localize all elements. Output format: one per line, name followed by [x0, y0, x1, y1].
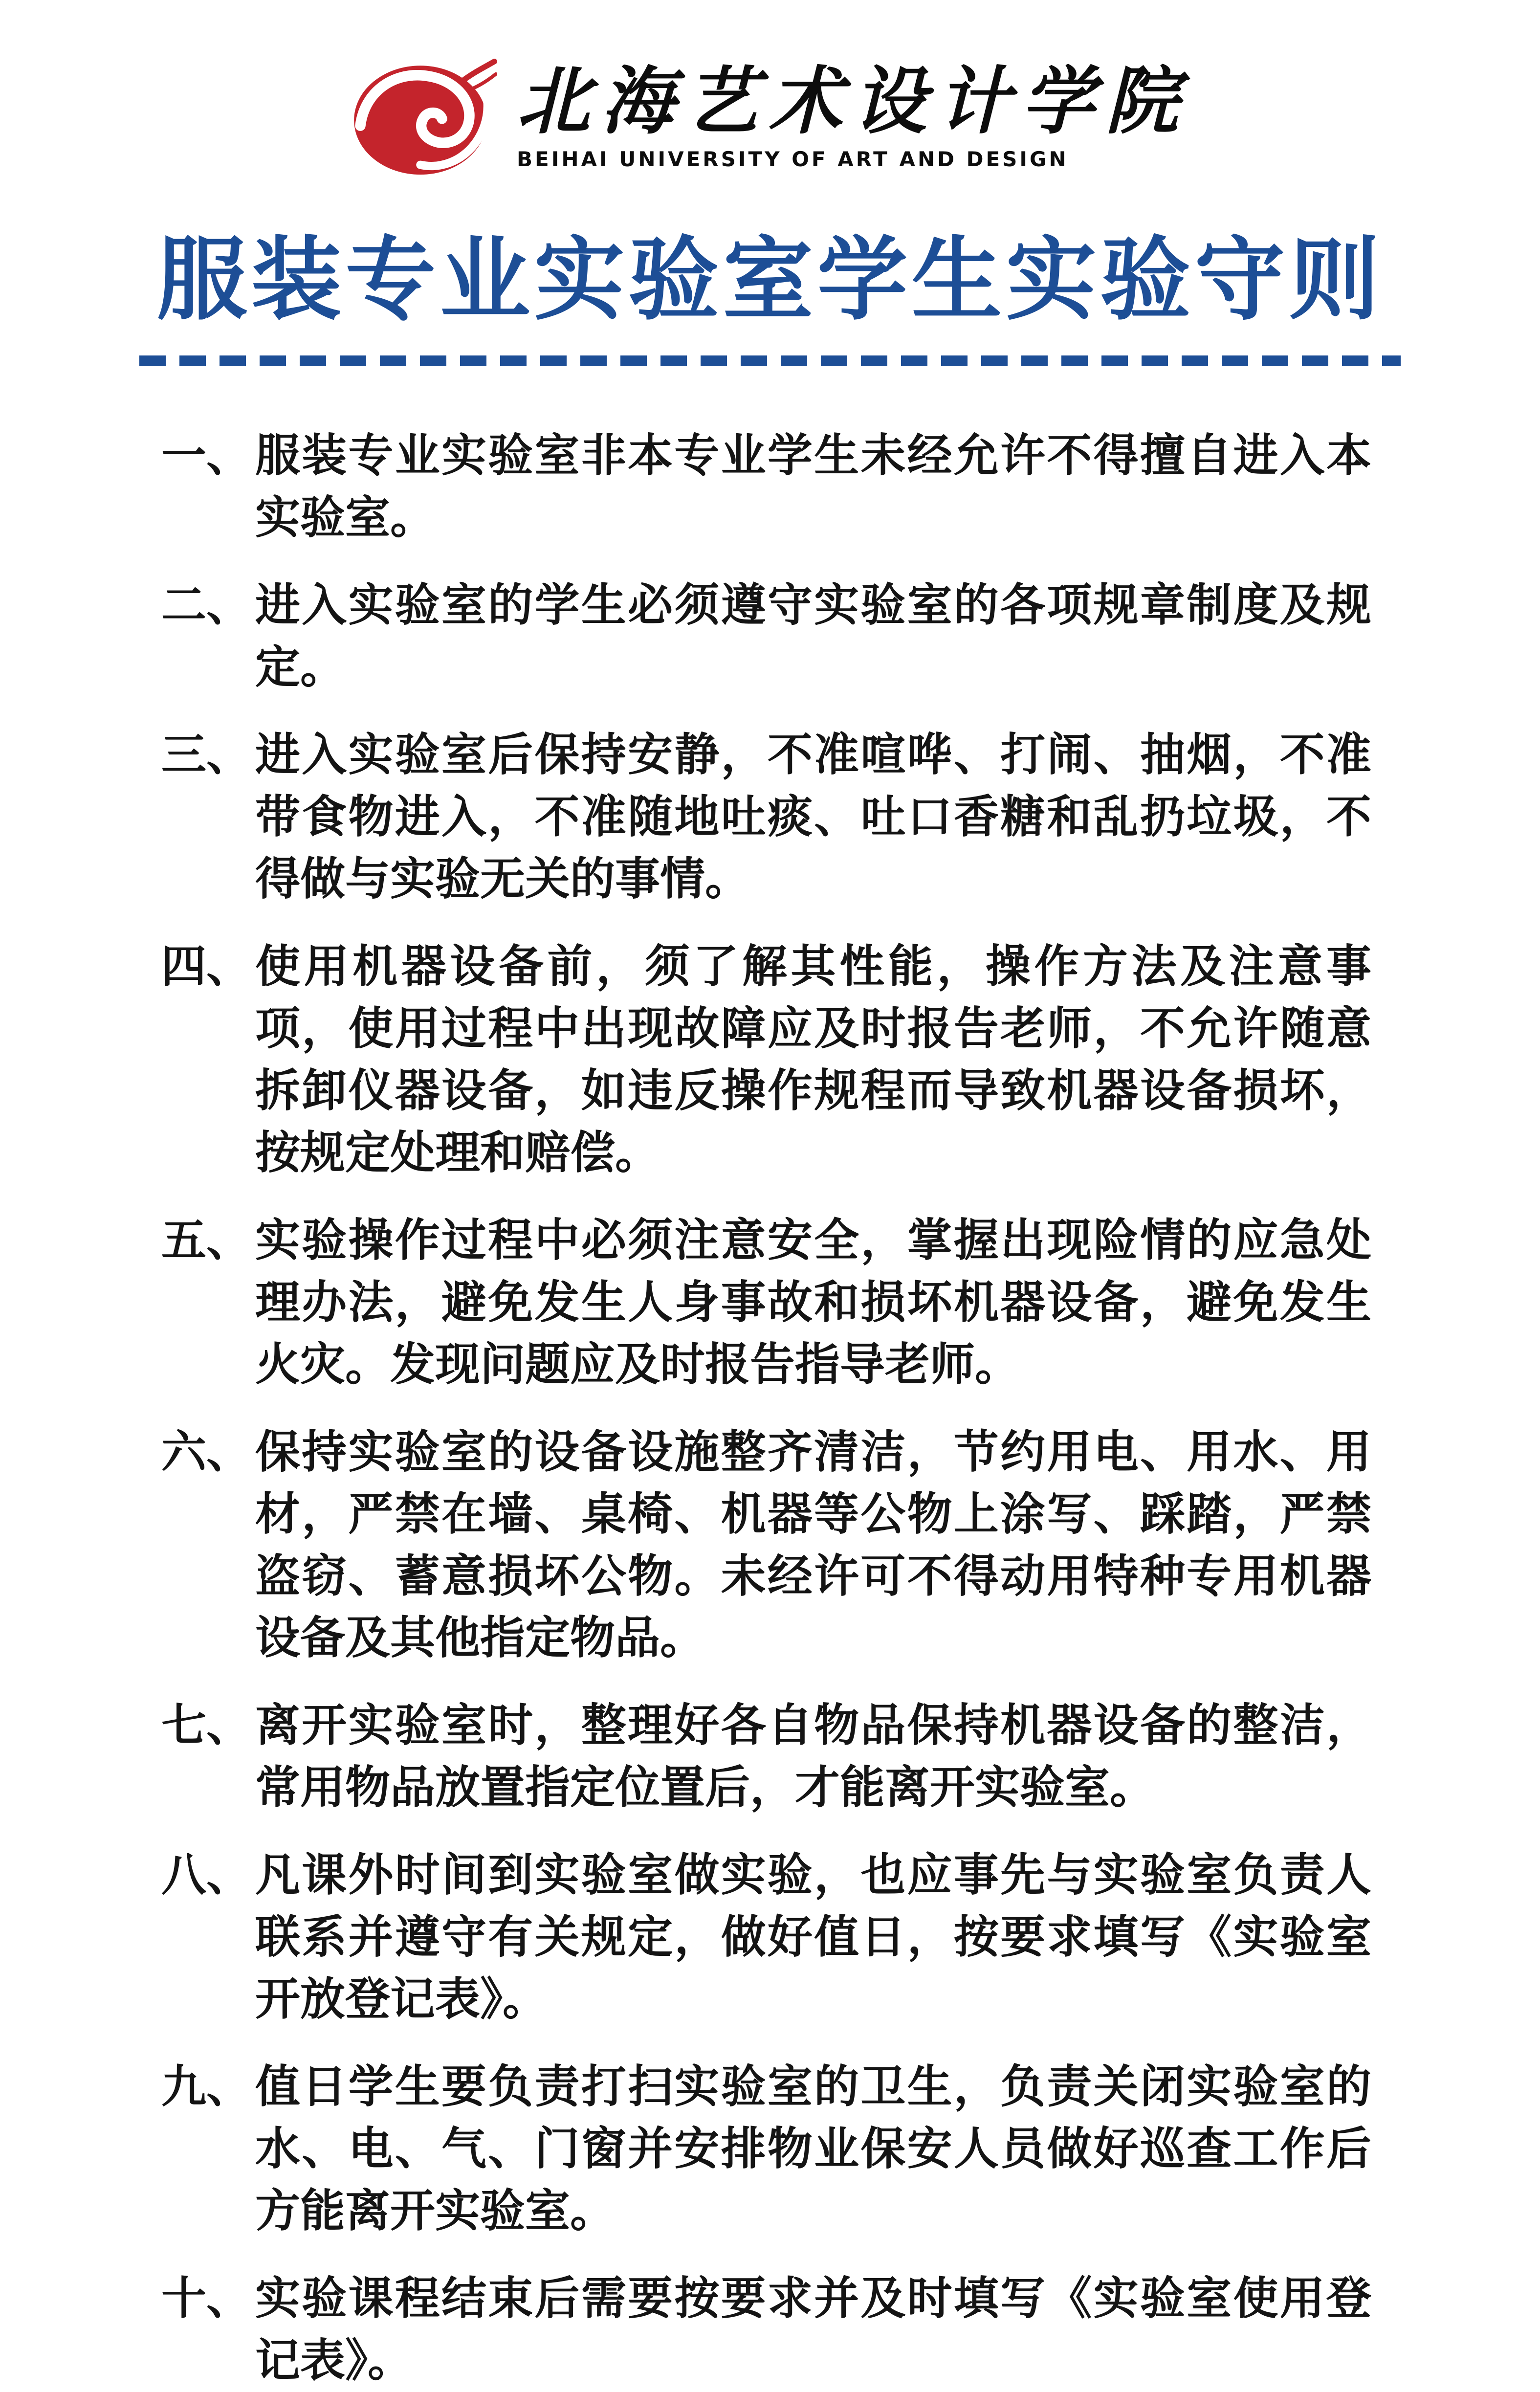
- rule-item-4: [161, 936, 1371, 1184]
- rule-text: 服装专业实验室非本专业学生未经允许不得擅自进入本实验室。: [255, 429, 1371, 544]
- rule-text: 离开实验室时，整理好各自物品保持机器设备的整洁，常用物品放置指定位置后，才能离开实验室。: [255, 1699, 1371, 1814]
- rule-item-7: [161, 1695, 1371, 1819]
- rule-text: 进入实验室的学生必须遵守实验室的各项规章制度及规定。: [255, 579, 1371, 694]
- rule-number: 一、: [161, 429, 252, 482]
- rule-number: 七、: [161, 1699, 252, 1752]
- page-title: 服装专业实验室学生实验守则: [156, 227, 1384, 332]
- rule-item-9: [161, 2056, 1371, 2242]
- rule-number: 二、: [161, 579, 252, 632]
- rule-number: 三、: [161, 729, 252, 781]
- rule-number: 九、: [161, 2060, 252, 2113]
- rule-number: 八、: [161, 1849, 252, 1902]
- rule-number: 十、: [161, 2272, 252, 2325]
- rule-text: 进入实验室后保持安静，不准喧哗、打闹、抽烟，不准带食物进入，不准随地吐痰、吐口香糖和乱扔垃圾，不得做与实验无关的事情。: [255, 729, 1371, 905]
- school-name-english: BEIHAI UNIVERSITY OF ART AND DESIGN: [516, 147, 1069, 172]
- rule-item-6: [161, 1421, 1371, 1670]
- red-swirl-logo-icon: [351, 55, 497, 180]
- rule-number: 六、: [161, 1425, 252, 1478]
- rule-item-8: [161, 1844, 1371, 2031]
- university-logo-header: [0, 49, 1540, 186]
- rule-number: 五、: [161, 1214, 252, 1266]
- rule-item-2: [161, 575, 1371, 699]
- rule-item-10: [161, 2268, 1371, 2392]
- logo-text-block: [516, 59, 1189, 172]
- rule-text: 凡课外时间到实验室做实验，也应事先与实验室负责人联系并遵守有关规定，做好值日，按要求填写《实验室开放登记表》。: [255, 1849, 1371, 2026]
- rule-text: 值日学生要负责打扫实验室的卫生，负责关闭实验室的水、电、气、门窗并安排物业保安人员做好巡查工作后方能离开实验室。: [255, 2060, 1371, 2237]
- school-name-chinese: 北海艺术设计学院: [516, 59, 1189, 144]
- rule-item-3: [161, 724, 1371, 910]
- rule-text: 保持实验室的设备设施整齐清洁，节约用电、用水、用材，严禁在墙、桌椅、机器等公物上涂写、踩踏，严禁盗窃、蓄意损坏公物。未经许可不得动用特种专用机器设备及其他指定物品。: [255, 1425, 1371, 1664]
- rule-item-5: [161, 1210, 1371, 1396]
- rules-list: [161, 425, 1371, 2392]
- rule-text: 实验课程结束后需要按要求并及时填写《实验室使用登记表》。: [255, 2272, 1371, 2387]
- dashed-divider: [139, 355, 1401, 366]
- rule-number: 四、: [161, 940, 252, 993]
- rule-text: 实验操作过程中必须注意安全，掌握出现险情的应急处理办法，避免发生人身事故和损坏机器设备，避免发生火灾。发现问题应及时报告指导老师。: [255, 1214, 1371, 1391]
- rule-text: 使用机器设备前，须了解其性能，操作方法及注意事项，使用过程中出现故障应及时报告老师，不允许随意拆卸仪器设备，如违反操作规程而导致机器设备损坏，按规定处理和赔偿。: [255, 940, 1371, 1179]
- rule-item-1: [161, 425, 1371, 549]
